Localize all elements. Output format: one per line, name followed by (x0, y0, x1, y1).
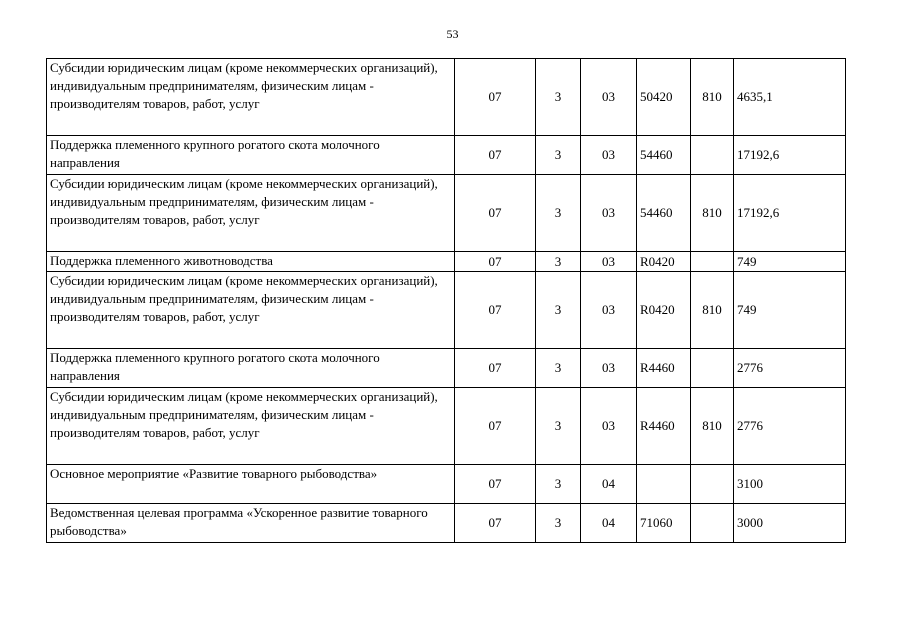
table-row (47, 465, 846, 504)
row-description: Субсидии юридическим лицам (кроме некоммерческих организаций), индивидуальным предпринимателям, физическим лицам - производителям товаров, работ, услуг (47, 272, 455, 349)
table-row (47, 388, 846, 465)
section-code: 3 (536, 272, 581, 349)
page-number: 53 (446, 27, 459, 41)
target-article-code: 71060 (637, 504, 691, 543)
table-row (47, 136, 846, 175)
row-description: Поддержка племенного животноводства (47, 252, 455, 272)
row-description: Субсидии юридическим лицам (кроме некоммерческих организаций), индивидуальным предпринимателям, физическим лицам - производителям товаров, работ, услуг (47, 59, 455, 136)
expense-type-code (691, 136, 734, 175)
table-row (47, 504, 846, 543)
target-article-code: R0420 (637, 252, 691, 272)
expense-type-code: 810 (691, 272, 734, 349)
table-row (47, 175, 846, 252)
target-article-code: 54460 (637, 175, 691, 252)
ministry-code: 07 (455, 136, 536, 175)
subsection-code: 03 (581, 252, 637, 272)
ministry-code: 07 (455, 252, 536, 272)
subsection-code: 04 (581, 465, 637, 504)
section-code: 3 (536, 175, 581, 252)
ministry-code: 07 (455, 504, 536, 543)
subsection-code: 03 (581, 175, 637, 252)
amount: 3000 (734, 504, 846, 543)
amount: 2776 (734, 349, 846, 388)
subsection-code: 04 (581, 504, 637, 543)
amount: 4635,1 (734, 59, 846, 136)
table-row (47, 272, 846, 349)
row-description: Основное мероприятие «Развитие товарного рыбоводства» (47, 465, 455, 504)
expense-type-code (691, 504, 734, 543)
table-row (47, 59, 846, 136)
amount: 749 (734, 252, 846, 272)
target-article-code: R0420 (637, 272, 691, 349)
section-code: 3 (536, 465, 581, 504)
section-code: 3 (536, 388, 581, 465)
row-description: Поддержка племенного крупного рогатого скота молочного направления (47, 136, 455, 175)
expense-type-code: 810 (691, 59, 734, 136)
target-article-code (637, 465, 691, 504)
row-description: Ведомственная целевая программа «Ускоренное развитие товарного рыбоводства» (47, 504, 455, 543)
ministry-code: 07 (455, 349, 536, 388)
row-description: Поддержка племенного крупного рогатого скота молочного направления (47, 349, 455, 388)
amount: 3100 (734, 465, 846, 504)
expense-type-code: 810 (691, 175, 734, 252)
subsection-code: 03 (581, 272, 637, 349)
subsection-code: 03 (581, 349, 637, 388)
subsection-code: 03 (581, 59, 637, 136)
target-article-code: R4460 (637, 388, 691, 465)
expense-type-code (691, 252, 734, 272)
expense-type-code (691, 349, 734, 388)
target-article-code: R4460 (637, 349, 691, 388)
budget-table (46, 58, 846, 543)
ministry-code: 07 (455, 175, 536, 252)
amount: 2776 (734, 388, 846, 465)
table-row (47, 349, 846, 388)
row-description: Субсидии юридическим лицам (кроме некоммерческих организаций), индивидуальным предпринимателям, физическим лицам - производителям товаров, работ, услуг (47, 388, 455, 465)
table-row (47, 252, 846, 272)
amount: 749 (734, 272, 846, 349)
amount: 17192,6 (734, 136, 846, 175)
target-article-code: 54460 (637, 136, 691, 175)
ministry-code: 07 (455, 59, 536, 136)
section-code: 3 (536, 252, 581, 272)
ministry-code: 07 (455, 465, 536, 504)
ministry-code: 07 (455, 388, 536, 465)
section-code: 3 (536, 59, 581, 136)
section-code: 3 (536, 349, 581, 388)
expense-type-code: 810 (691, 388, 734, 465)
row-description: Субсидии юридическим лицам (кроме некоммерческих организаций), индивидуальным предпринимателям, физическим лицам - производителям товаров, работ, услуг (47, 175, 455, 252)
subsection-code: 03 (581, 136, 637, 175)
expense-type-code (691, 465, 734, 504)
amount: 17192,6 (734, 175, 846, 252)
subsection-code: 03 (581, 388, 637, 465)
target-article-code: 50420 (637, 59, 691, 136)
ministry-code: 07 (455, 272, 536, 349)
section-code: 3 (536, 504, 581, 543)
section-code: 3 (536, 136, 581, 175)
